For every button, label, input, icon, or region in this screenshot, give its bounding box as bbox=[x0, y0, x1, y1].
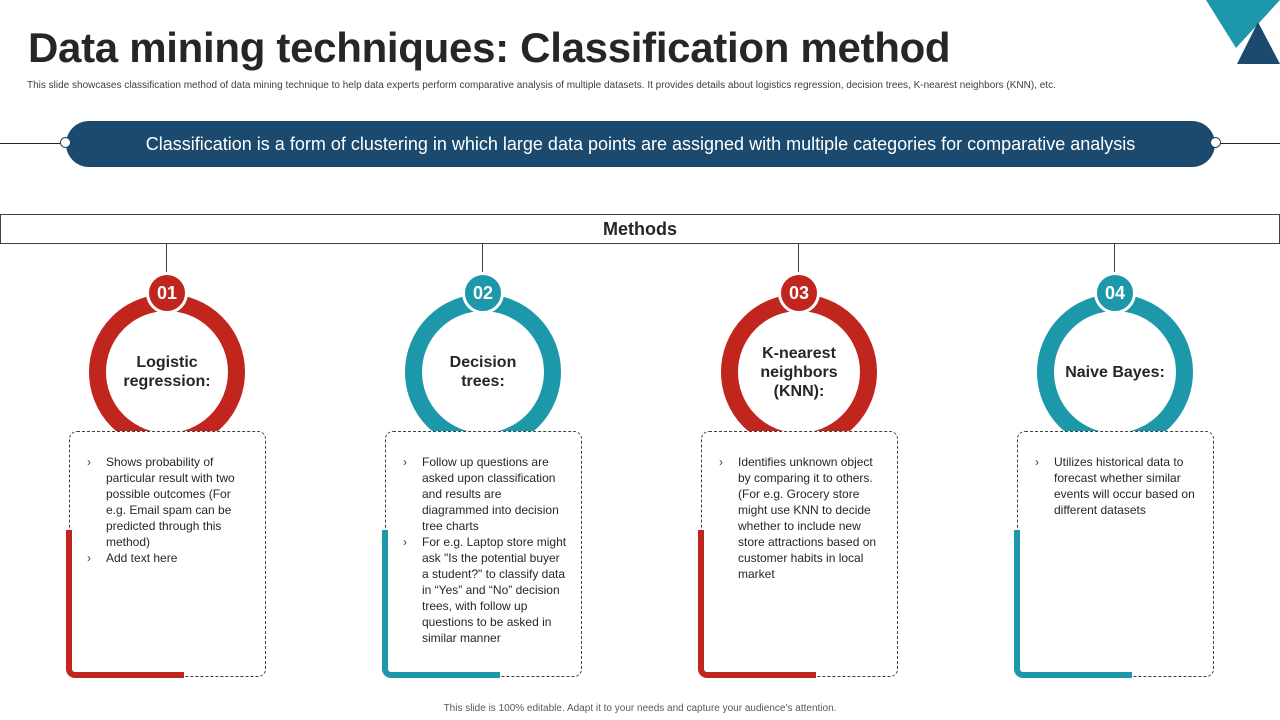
banner-line-right bbox=[1212, 143, 1280, 144]
card-accent bbox=[1014, 530, 1132, 678]
method-knn bbox=[689, 244, 909, 684]
method-naive-bayes bbox=[1005, 244, 1225, 684]
method-decision-trees bbox=[373, 244, 593, 684]
bullet-item: › Add text here bbox=[87, 550, 252, 566]
corner-decoration bbox=[1200, 0, 1280, 70]
banner-dot-right bbox=[1210, 137, 1221, 148]
connector-line bbox=[166, 244, 167, 274]
slide-title: Data mining techniques: Classification method bbox=[28, 24, 951, 71]
connector-line bbox=[1114, 244, 1115, 274]
step-badge: 01 bbox=[146, 272, 188, 314]
banner-dot-left bbox=[60, 137, 71, 148]
slide-subtitle: This slide showcases classification method of data mining technique to help data experts perform comparative analysis of multiple datasets. It provides details about logistics regression, decision trees, K-nearest neighbors (KNN), etc. bbox=[27, 80, 1056, 91]
method-title: K-nearest neighbors (KNN): bbox=[760, 344, 838, 400]
bullet-list bbox=[87, 454, 252, 566]
bullet-item: › Follow up questions are asked upon classification and results are diagrammed into decision tree charts bbox=[403, 454, 568, 534]
bullet-item: › Identifies unknown object by comparing it to others. (For e.g. Grocery store might use KNN to decide whether to include new store attractions based on customer habits in local market bbox=[719, 454, 884, 582]
connector-line bbox=[482, 244, 483, 274]
step-badge: 04 bbox=[1094, 272, 1136, 314]
bullet-list bbox=[403, 454, 568, 646]
method-title: Logistic regression: bbox=[123, 354, 211, 390]
footer-note: This slide is 100% editable. Adapt it to your needs and capture your audience’s attention. bbox=[443, 703, 837, 714]
method-logistic-regression bbox=[57, 244, 277, 684]
bullet-item: › Utilizes historical data to forecast whether similar events will occur based on different datasets bbox=[1035, 454, 1200, 518]
bullet-list bbox=[1035, 454, 1200, 518]
connector-line bbox=[798, 244, 799, 274]
methods-heading: Methods bbox=[0, 214, 1280, 244]
step-badge: 02 bbox=[462, 272, 504, 314]
method-title: Naive Bayes: bbox=[1065, 363, 1165, 381]
bullet-list bbox=[719, 454, 884, 582]
method-title: Decision trees: bbox=[449, 354, 517, 390]
bullet-item: › Shows probability of particular result with two possible outcomes (For e.g. Email spam can be predicted through this method) bbox=[87, 454, 252, 550]
step-badge: 03 bbox=[778, 272, 820, 314]
definition-banner: Classification is a form of clustering in which large data points are assigned with multiple categories for comparative analysis bbox=[66, 121, 1215, 167]
bullet-item: › For e.g. Laptop store might ask "Is the potential buyer a student?" to classify data in “Yes” and “No” decision trees, with follow up questions to be asked in similar manner bbox=[403, 534, 568, 646]
